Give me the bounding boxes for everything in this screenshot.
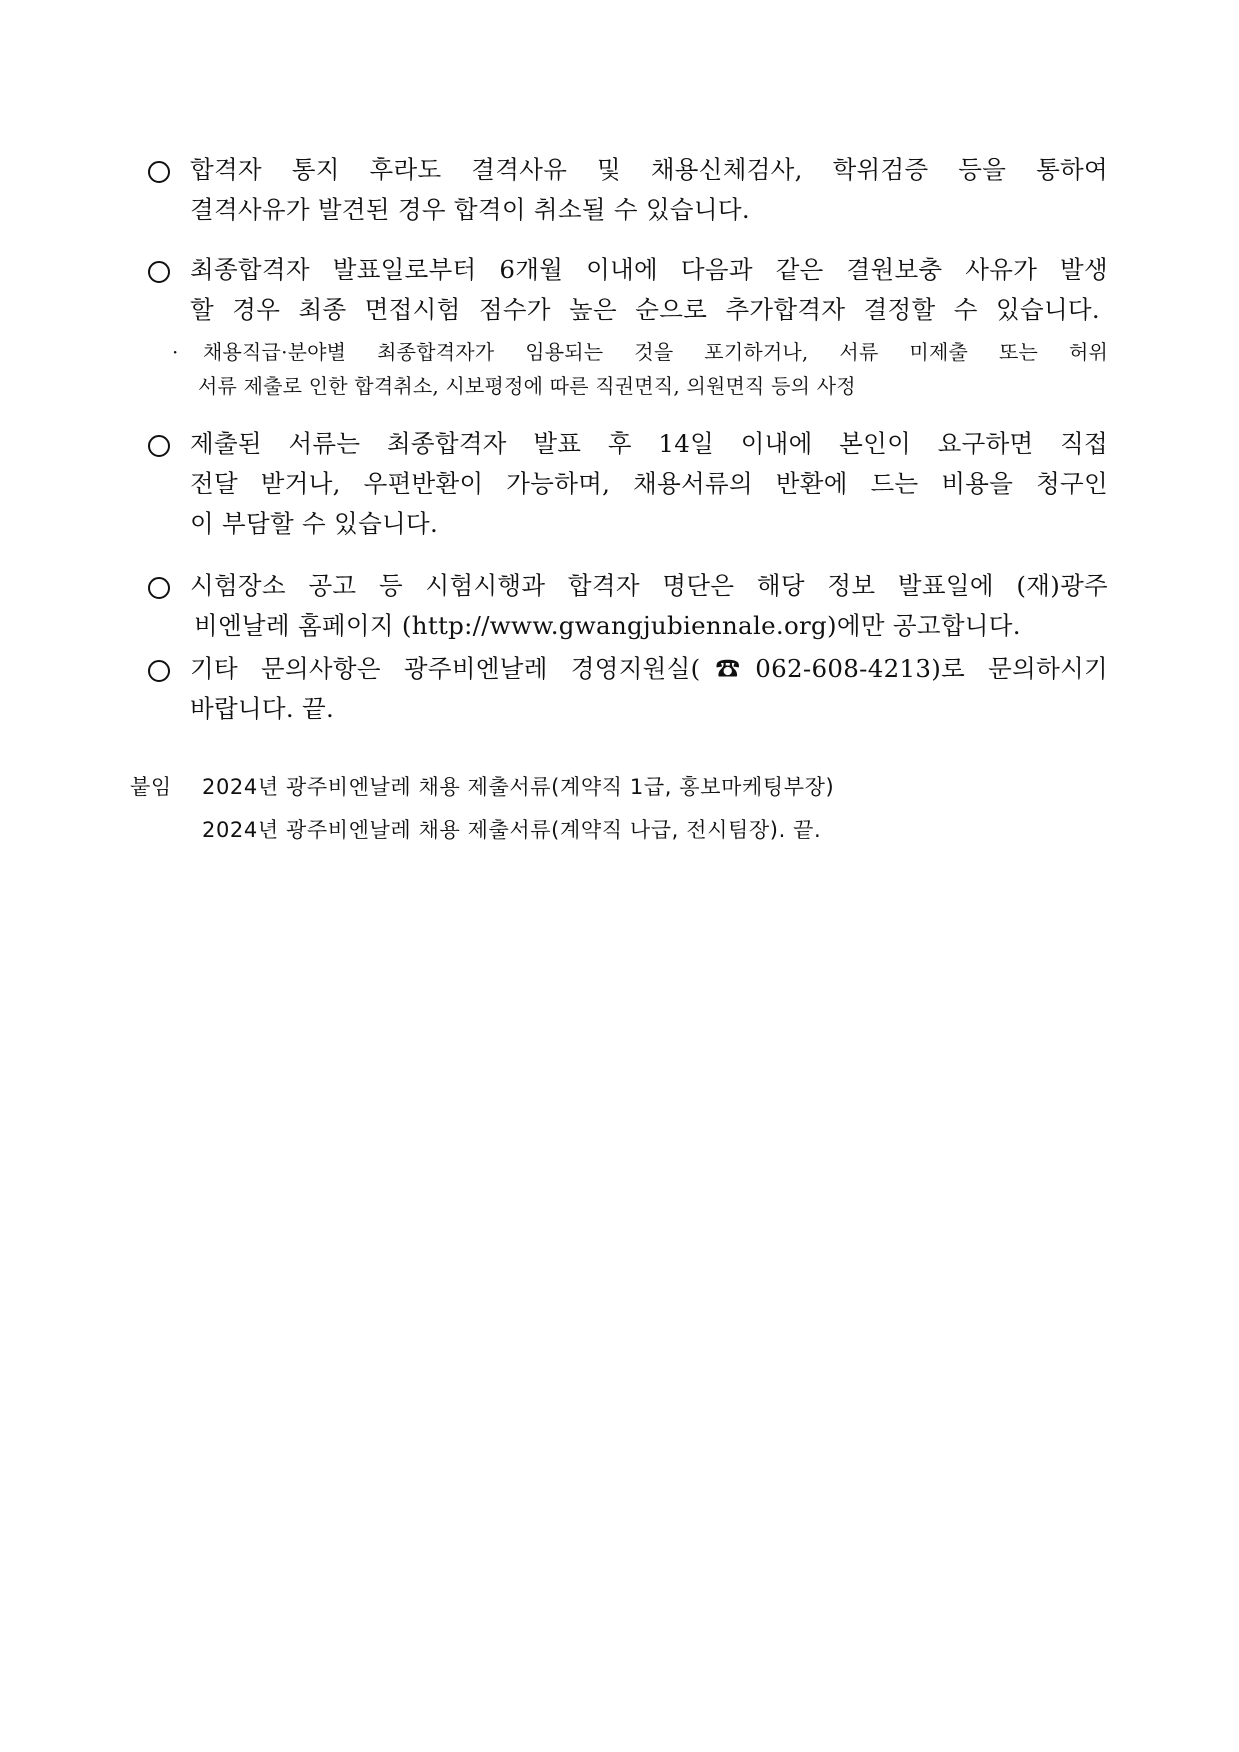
notice-line: 비엔날레 홈페이지 (http://www.gwangjubiennale.org)에만 공고합니다. [194, 611, 1021, 640]
circle-bullet-icon [148, 660, 170, 682]
attachment-item: 2024년 광주비엔날레 채용 제출서류(계약직 1급, 홍보마케팅부장) [202, 775, 835, 799]
notice-line: 제출된 서류는 최종합격자 발표 후 14일 이내에 본인이 요구하면 직접 [190, 429, 1108, 458]
sub-bullet-line: 서류 제출로 인한 합격취소, 시보평정에 따른 직권면직, 의원면직 등의 사정 [198, 374, 856, 398]
circle-bullet-icon [148, 261, 170, 283]
attachment-item: 2024년 광주비엔날레 채용 제출서류(계약직 나급, 전시팀장). 끝. [202, 818, 822, 842]
circle-bullet-icon [148, 435, 170, 457]
notice-line: 전달 받거나, 우편반환이 가능하며, 채용서류의 반환에 드는 비용을 청구인 [190, 469, 1108, 498]
notice-line: 할 경우 최종 면접시험 점수가 높은 순으로 추가합격자 결정할 수 있습니다. [190, 295, 1100, 324]
notice-line: 기타 문의사항은 광주비엔날레 경영지원실(☎062-608-4213)로 문의하시기 [190, 654, 1108, 683]
notice-line: 결격사유가 발견된 경우 합격이 취소될 수 있습니다. [190, 195, 750, 224]
circle-bullet-icon [148, 161, 170, 183]
attachment-label: 붙임 [130, 775, 172, 799]
notice-line: 시험장소 공고 등 시험시행과 합격자 명단은 해당 정보 발표일에 (재)광주 [190, 571, 1108, 600]
notice-line: 바랍니다. 끝. [190, 694, 335, 723]
circle-bullet-icon [148, 577, 170, 599]
notice-line: 최종합격자 발표일로부터 6개월 이내에 다음과 같은 결원보충 사유가 발생 [190, 255, 1108, 284]
sub-bullet-line: 채용직급·분야별 최종합격자가 임용되는 것을 포기하거나, 서류 미제출 또는 허위 [203, 340, 1108, 364]
sub-bullet-dot: · [172, 340, 179, 364]
notice-line: 합격자 통지 후라도 결격사유 및 채용신체검사, 학위검증 등을 통하여 [190, 155, 1108, 184]
notice-line: 이 부담할 수 있습니다. [190, 509, 439, 538]
